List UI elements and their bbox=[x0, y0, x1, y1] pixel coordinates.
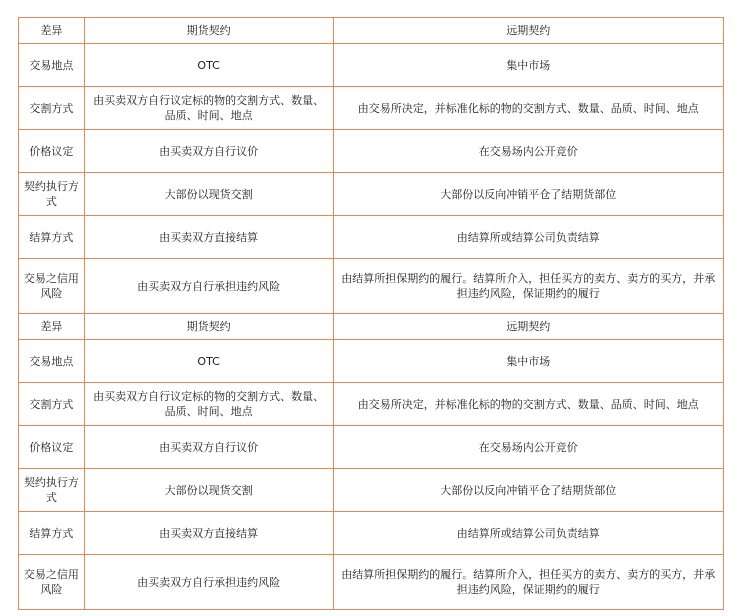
table-header-row bbox=[19, 18, 724, 44]
table-row bbox=[19, 426, 724, 469]
table-row bbox=[19, 555, 724, 610]
row-label: 价格议定 bbox=[19, 130, 85, 173]
futures-cell: 由买卖双方自行议价 bbox=[84, 426, 333, 469]
futures-cell: 由买卖双方自行议价 bbox=[84, 130, 333, 173]
forwards-cell: 由交易所决定，并标准化标的物的交割方式、数量、品质、时间、地点 bbox=[333, 383, 723, 426]
table-row bbox=[19, 130, 724, 173]
futures-cell: 由买卖双方自行议定标的物的交割方式、数量、品质、时间、地点 bbox=[84, 383, 333, 426]
row-label: 价格议定 bbox=[19, 426, 85, 469]
table-row bbox=[19, 216, 724, 259]
forwards-cell: 由结算所担保期约的履行。结算所介入，担任买方的卖方、卖方的买方，并承担违约风险，保证期约的履行 bbox=[333, 259, 723, 314]
futures-cell: 由买卖双方直接结算 bbox=[84, 512, 333, 555]
header-cell-futures: 期货契约 bbox=[84, 18, 333, 44]
forwards-cell: 在交易场内公开竞价 bbox=[333, 426, 723, 469]
row-label: 结算方式 bbox=[19, 512, 85, 555]
row-label: 交割方式 bbox=[19, 383, 85, 426]
row-label: 交易之信用风险 bbox=[19, 259, 85, 314]
forwards-cell: 由结算所担保期约的履行。结算所介入，担任买方的卖方、卖方的买方，并承担违约风险，保证期约的履行 bbox=[333, 555, 723, 610]
row-label: 结算方式 bbox=[19, 216, 85, 259]
forwards-cell: 在交易场内公开竞价 bbox=[333, 130, 723, 173]
row-label: 交易地点 bbox=[19, 44, 85, 87]
comparison-table-2 bbox=[18, 313, 724, 610]
forwards-cell: 大部份以反向冲销平仓了结期货部位 bbox=[333, 173, 723, 216]
forwards-cell: 由结算所或结算公司负责结算 bbox=[333, 512, 723, 555]
futures-cell: 由买卖双方自行承担违约风险 bbox=[84, 555, 333, 610]
forwards-cell: 集中市场 bbox=[333, 340, 723, 383]
futures-cell: OTC bbox=[84, 340, 333, 383]
row-label: 交割方式 bbox=[19, 87, 85, 130]
futures-cell: 大部份以现货交割 bbox=[84, 469, 333, 512]
table-row bbox=[19, 512, 724, 555]
table-row bbox=[19, 259, 724, 314]
table-row bbox=[19, 87, 724, 130]
forwards-cell: 由结算所或结算公司负责结算 bbox=[333, 216, 723, 259]
header-cell-difference: 差异 bbox=[19, 18, 85, 44]
futures-cell: 大部份以现货交割 bbox=[84, 173, 333, 216]
forwards-cell: 集中市场 bbox=[333, 44, 723, 87]
comparison-table-1 bbox=[18, 17, 724, 314]
forwards-cell: 由交易所决定，并标准化标的物的交割方式、数量、品质、时间、地点 bbox=[333, 87, 723, 130]
header-cell-forwards: 远期契约 bbox=[333, 314, 723, 340]
table-header-row bbox=[19, 314, 724, 340]
futures-cell: OTC bbox=[84, 44, 333, 87]
row-label: 契约执行方式 bbox=[19, 469, 85, 512]
table-row bbox=[19, 469, 724, 512]
futures-cell: 由买卖双方自行议定标的物的交割方式、数量、品质、时间、地点 bbox=[84, 87, 333, 130]
row-label: 契约执行方式 bbox=[19, 173, 85, 216]
table-row bbox=[19, 173, 724, 216]
forwards-cell: 大部份以反向冲销平仓了结期货部位 bbox=[333, 469, 723, 512]
table-row bbox=[19, 340, 724, 383]
table-row bbox=[19, 383, 724, 426]
table-row bbox=[19, 44, 724, 87]
header-cell-difference: 差异 bbox=[19, 314, 85, 340]
header-cell-forwards: 远期契约 bbox=[333, 18, 723, 44]
row-label: 交易地点 bbox=[19, 340, 85, 383]
futures-cell: 由买卖双方自行承担违约风险 bbox=[84, 259, 333, 314]
row-label: 交易之信用风险 bbox=[19, 555, 85, 610]
futures-cell: 由买卖双方直接结算 bbox=[84, 216, 333, 259]
header-cell-futures: 期货契约 bbox=[84, 314, 333, 340]
